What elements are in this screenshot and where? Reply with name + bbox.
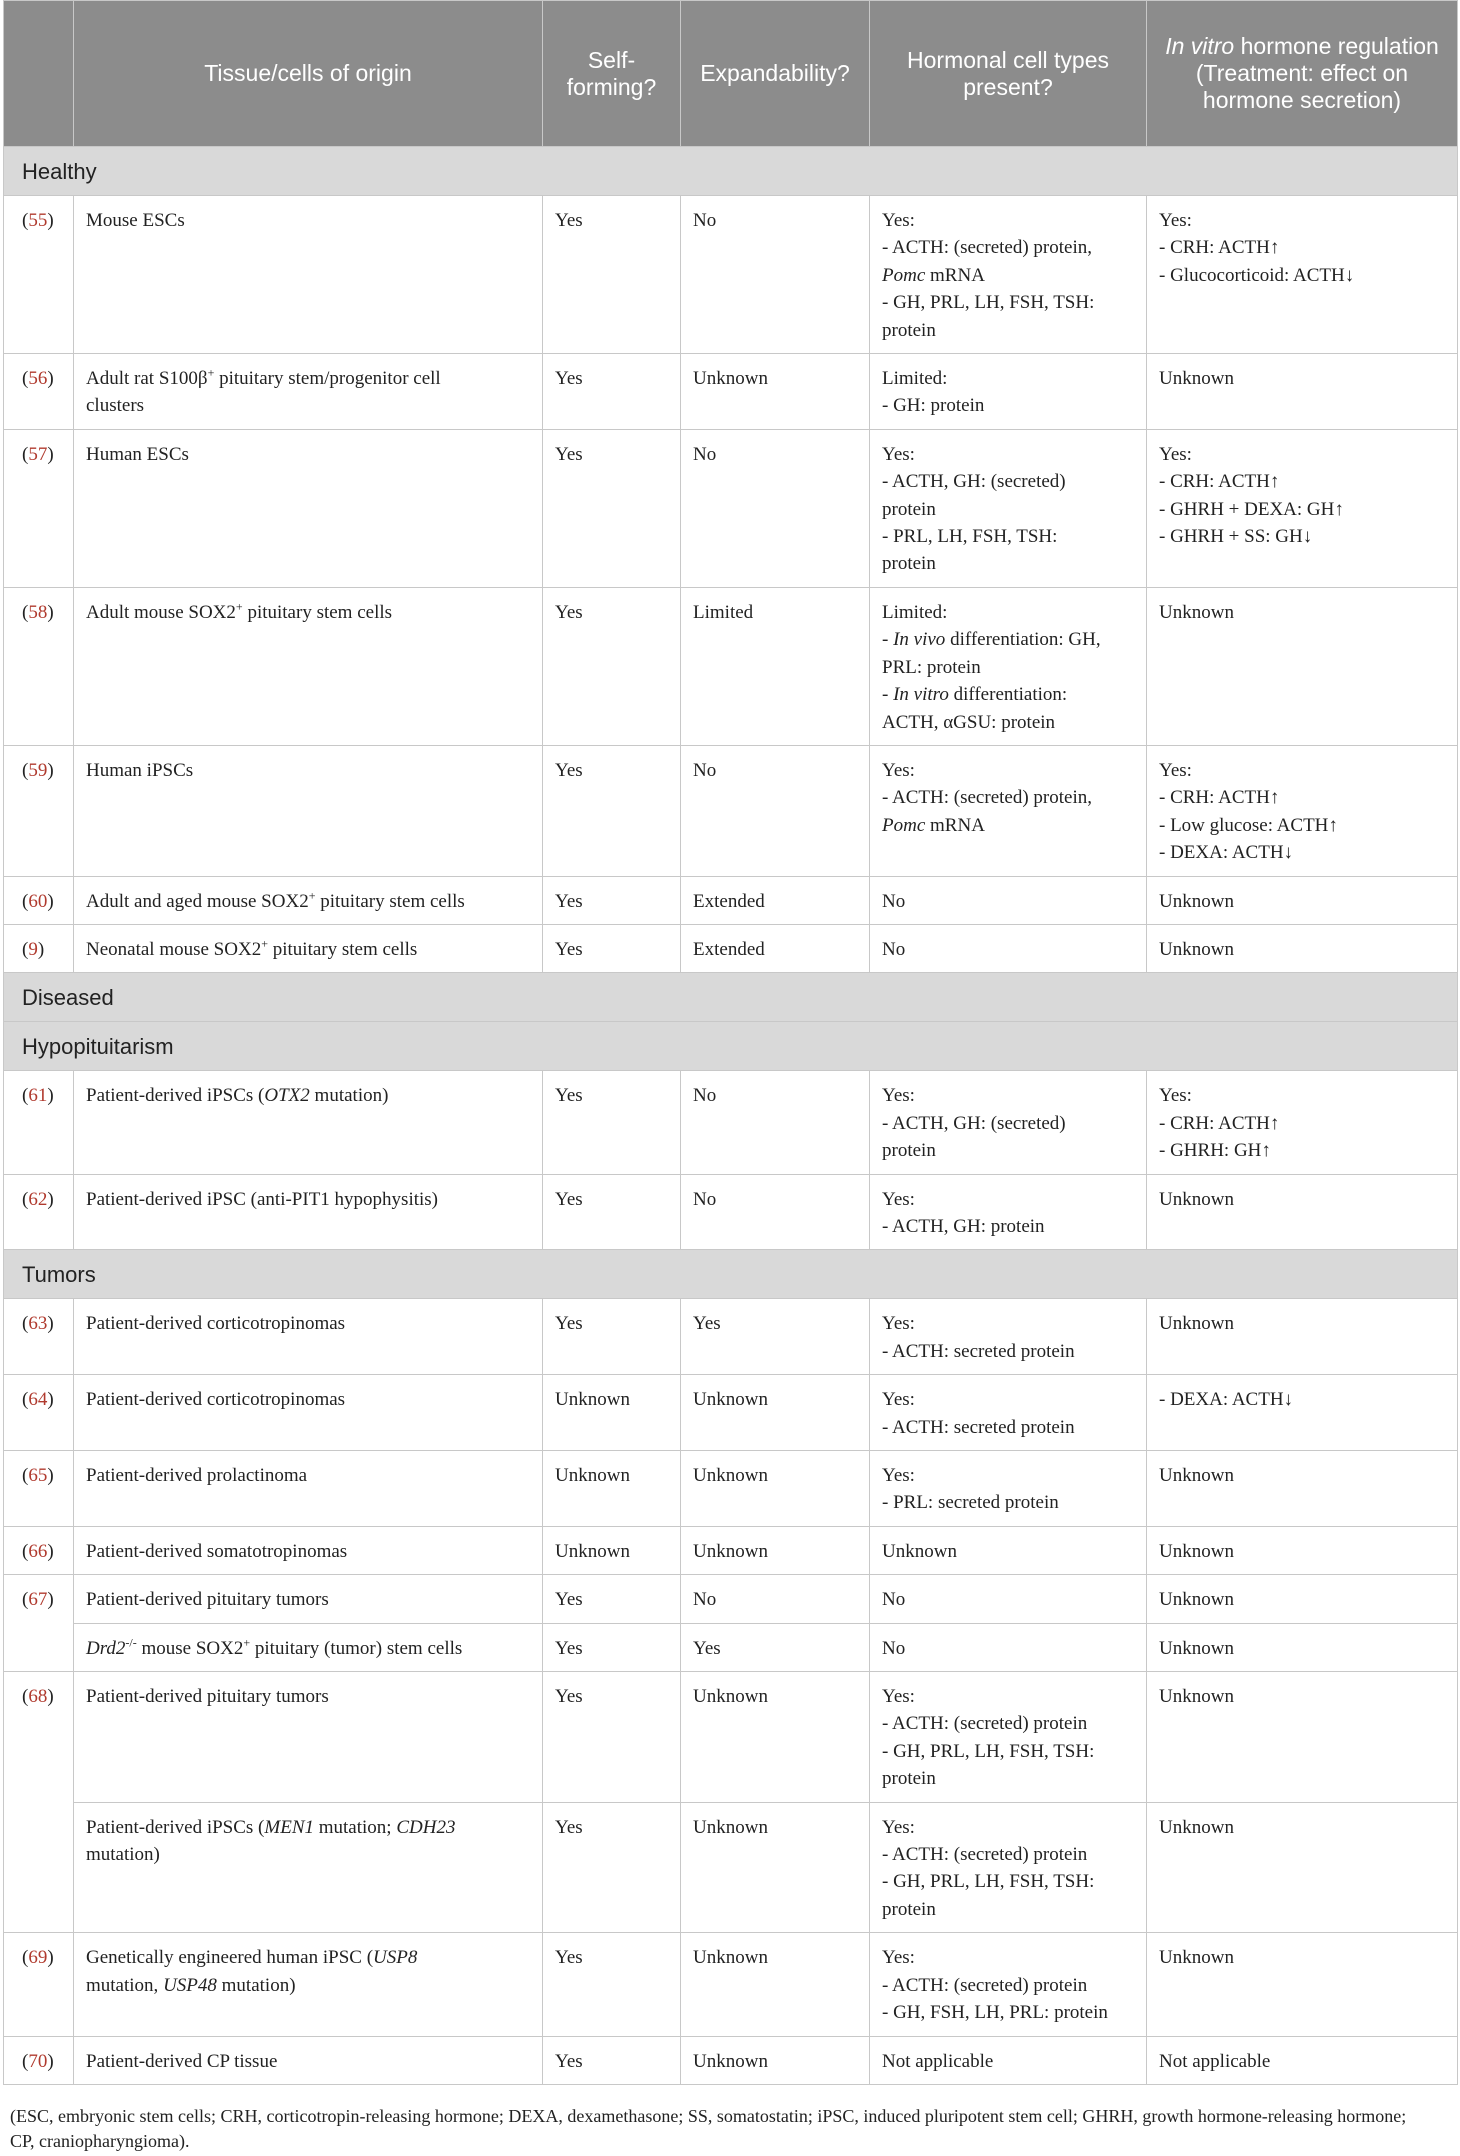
hormonal-line: Yes: <box>882 1085 915 1107</box>
reference-cell: (60) <box>4 876 74 924</box>
regulation-cell: Not applicable <box>1147 2036 1458 2084</box>
table-row <box>4 1802 1458 1933</box>
origin-text: Adult mouse SOX2 <box>86 601 236 623</box>
expandability-cell: Unknown <box>681 1802 870 1933</box>
self-forming-cell: Yes <box>543 745 681 876</box>
regulation-line: - CRH: ACTH↑ <box>1159 471 1280 493</box>
self-forming-cell: Yes <box>543 587 681 745</box>
reference-link[interactable]: 56 <box>28 368 48 390</box>
regulation-cell: Unknown <box>1147 1623 1458 1671</box>
expandability-cell: Extended <box>681 924 870 972</box>
expandability-cell: Yes <box>681 1299 870 1375</box>
self-forming-cell: Yes <box>543 1575 681 1623</box>
origin-text: mouse SOX2 <box>136 1637 244 1659</box>
reference-link[interactable]: 59 <box>28 759 48 781</box>
regulation-cell: Unknown <box>1147 1174 1458 1250</box>
gene-name: MEN1 <box>264 1816 314 1838</box>
expandability-cell: No <box>681 196 870 354</box>
hormonal-cell: Not applicable <box>870 2036 1147 2084</box>
regulation-line: - GHRH: GH↑ <box>1159 1140 1271 1162</box>
origin-cell: Patient-derived corticotropinomas <box>74 1299 543 1375</box>
hormonal-line: - ACTH: (secreted) protein <box>882 1713 1088 1735</box>
origin-text: Patient-derived iPSCs ( <box>86 1816 265 1838</box>
section-row-tumors <box>4 1250 1458 1299</box>
regulation-line: Yes: <box>1159 1085 1192 1107</box>
origin-text: mutation) <box>216 1974 296 1996</box>
reference-cell: (61) <box>4 1071 74 1174</box>
reference-cell: (59) <box>4 745 74 876</box>
origin-text: mutation) <box>309 1085 389 1107</box>
section-label-healthy: Healthy <box>4 147 1458 196</box>
hormonal-line: - GH, PRL, LH, FSH, TSH: <box>882 1740 1095 1762</box>
hormonal-cell: No <box>870 924 1147 972</box>
self-forming-cell: Yes <box>543 876 681 924</box>
expandability-cell: No <box>681 1071 870 1174</box>
reference-cell: (68) <box>4 1672 74 1933</box>
origin-text: pituitary stem cells <box>315 890 465 912</box>
expandability-cell: Limited <box>681 587 870 745</box>
regulation-cell: Unknown <box>1147 587 1458 745</box>
origin-text: pituitary stem cells <box>267 938 418 960</box>
hormonal-line: Yes: <box>882 210 915 231</box>
self-forming-cell: Yes <box>543 1672 681 1803</box>
gene-name: USP8 <box>373 1947 418 1969</box>
hormonal-line: protein <box>882 1140 936 1162</box>
expandability-cell: No <box>681 1174 870 1250</box>
reference-cell: (69) <box>4 1933 74 2036</box>
hormonal-line: - GH, PRL, LH, FSH, TSH: <box>882 292 1095 314</box>
regulation-line: - CRH: ACTH↑ <box>1159 1112 1280 1134</box>
table-row <box>4 745 1458 876</box>
footnote-line: CP, craniopharyngioma). <box>10 2131 190 2151</box>
header-hormonal-cell-types: Hormonal cell types present? <box>870 1 1147 147</box>
italic-term: In vitro <box>893 684 949 706</box>
table-row <box>4 1071 1458 1174</box>
expandability-cell: Unknown <box>681 1375 870 1451</box>
expandability-cell: Unknown <box>681 2036 870 2084</box>
hormonal-line: Yes: <box>882 1389 915 1411</box>
expandability-cell: Extended <box>681 876 870 924</box>
hormonal-line: - In vitro differentiation: <box>882 684 1068 706</box>
expandability-cell: Yes <box>681 1623 870 1671</box>
table-row <box>4 1174 1458 1250</box>
regulation-line: - DEXA: ACTH↓ <box>1159 842 1294 864</box>
origin-cell: Patient-derived prolactinoma <box>74 1451 543 1527</box>
hormonal-line: - ACTH: secreted protein <box>882 1416 1075 1438</box>
regulation-cell: Unknown <box>1147 1672 1458 1803</box>
hormonal-line: Yes: <box>882 1313 915 1335</box>
superscript: + <box>243 1635 251 1650</box>
hormonal-line: - GH: protein <box>882 395 985 417</box>
hormonal-line: protein <box>882 319 936 341</box>
hormonal-line: protein <box>882 1768 936 1790</box>
reference-cell: (66) <box>4 1526 74 1574</box>
superscript: -/- <box>125 1635 137 1650</box>
origin-cell: Patient-derived pituitary tumors <box>74 1575 543 1623</box>
hormonal-cell <box>870 587 1147 745</box>
self-forming-cell: Yes <box>543 1802 681 1933</box>
expandability-cell: Unknown <box>681 354 870 430</box>
hormonal-line: - ACTH, GH: (secreted) <box>882 1112 1066 1134</box>
hormonal-cell <box>870 354 1147 430</box>
hormonal-line: - In vivo differentiation: GH, <box>882 629 1101 651</box>
section-label-hypopituitarism: Hypopituitarism <box>4 1022 1458 1071</box>
origin-cell <box>74 1623 543 1671</box>
origin-text: pituitary (tumor) stem cells <box>250 1637 463 1659</box>
regulation-cell: Unknown <box>1147 1802 1458 1933</box>
origin-cell <box>74 354 543 430</box>
header-treatment-note: (Treatment: effect on hormone secretion) <box>1195 60 1409 113</box>
hormonal-cell: Unknown <box>870 1526 1147 1574</box>
reference-link[interactable]: 62 <box>28 1188 48 1210</box>
origin-text: Patient-derived iPSCs ( <box>86 1085 265 1107</box>
origin-cell <box>74 876 543 924</box>
expandability-cell: Unknown <box>681 1672 870 1803</box>
header-row <box>4 1 1458 147</box>
hormonal-cell <box>870 429 1147 587</box>
table-row <box>4 196 1458 354</box>
hormonal-line: Yes: <box>882 443 915 465</box>
reference-cell: (55) <box>4 196 74 354</box>
table-row <box>4 1375 1458 1451</box>
hormonal-line: - ACTH: (secreted) protein, <box>882 237 1092 259</box>
regulation-line: - GHRH + DEXA: GH↑ <box>1159 498 1344 520</box>
superscript: + <box>235 599 243 614</box>
hormonal-line: ACTH, αGSU: protein <box>882 711 1056 733</box>
hormonal-cell <box>870 196 1147 354</box>
regulation-cell <box>1147 1071 1458 1174</box>
regulation-line: Yes: <box>1159 210 1192 231</box>
regulation-line: - CRH: ACTH↑ <box>1159 787 1280 809</box>
origin-cell: Patient-derived CP tissue <box>74 2036 543 2084</box>
hormonal-cell <box>870 1299 1147 1375</box>
regulation-cell: - DEXA: ACTH↓ <box>1147 1375 1458 1451</box>
hormonal-text: differentiation: <box>948 684 1068 706</box>
reference-cell: (67) <box>4 1575 74 1672</box>
reference-link[interactable]: 57 <box>28 443 48 465</box>
hormonal-cell <box>870 745 1147 876</box>
hormonal-line: Yes: <box>882 759 915 781</box>
hormonal-line: - ACTH, GH: (secreted) <box>882 471 1066 493</box>
self-forming-cell: Unknown <box>543 1375 681 1451</box>
hormonal-cell <box>870 1451 1147 1527</box>
table-row <box>4 587 1458 745</box>
header-tissue-origin: Tissue/cells of origin <box>74 1 543 147</box>
table-row <box>4 429 1458 587</box>
expandability-cell: Unknown <box>681 1933 870 2036</box>
regulation-cell: Unknown <box>1147 1575 1458 1623</box>
hormonal-line: Yes: <box>882 1816 915 1838</box>
superscript: + <box>207 365 215 380</box>
gene-name: OTX2 <box>264 1085 310 1107</box>
hormonal-line: Yes: <box>882 1686 915 1708</box>
superscript: + <box>261 936 268 951</box>
self-forming-cell: Yes <box>543 924 681 972</box>
table-row <box>4 1575 1458 1623</box>
origin-text: clusters <box>86 395 145 417</box>
self-forming-cell: Yes <box>543 1071 681 1174</box>
expandability-cell: No <box>681 1575 870 1623</box>
table-row <box>4 1623 1458 1671</box>
regulation-line: - Low glucose: ACTH↑ <box>1159 814 1338 836</box>
section-row-diseased <box>4 973 1458 1022</box>
table-row <box>4 2036 1458 2084</box>
reference-cell: (9) <box>4 924 74 972</box>
expandability-cell: No <box>681 745 870 876</box>
hormonal-line: - GH, FSH, LH, PRL: protein <box>882 2002 1108 2024</box>
origin-text: pituitary stem/progenitor cell <box>214 368 441 390</box>
regulation-cell: Unknown <box>1147 1299 1458 1375</box>
regulation-cell: Unknown <box>1147 924 1458 972</box>
origin-cell <box>74 587 543 745</box>
reference-link[interactable]: 70 <box>28 2050 48 2072</box>
table-row <box>4 1672 1458 1803</box>
table-row <box>4 924 1458 972</box>
reference-link[interactable]: 69 <box>28 1947 48 1969</box>
regulation-line: Yes: <box>1159 759 1192 781</box>
origin-text: Adult and aged mouse SOX2 <box>86 890 309 912</box>
header-self-forming: Self-forming? <box>543 1 681 147</box>
reference-link[interactable]: 67 <box>28 1589 48 1611</box>
header-expandability: Expandability? <box>681 1 870 147</box>
gene-name: Pomc <box>882 814 926 836</box>
self-forming-cell: Yes <box>543 1174 681 1250</box>
table-row <box>4 1451 1458 1527</box>
regulation-cell <box>1147 745 1458 876</box>
hormonal-line: Limited: <box>882 601 948 623</box>
origin-cell: Mouse ESCs <box>74 196 543 354</box>
regulation-cell: Unknown <box>1147 1933 1458 2036</box>
self-forming-cell: Yes <box>543 196 681 354</box>
hormonal-line: - ACTH: (secreted) protein, <box>882 787 1092 809</box>
hormonal-cell <box>870 1174 1147 1250</box>
reference-link[interactable]: 60 <box>28 890 48 912</box>
italic-term: In vivo <box>893 629 946 651</box>
reference-link[interactable]: 65 <box>28 1465 48 1486</box>
expandability-cell: Unknown <box>681 1526 870 1574</box>
hormonal-line: Limited: <box>882 368 948 390</box>
self-forming-cell: Yes <box>543 429 681 587</box>
gene-name: USP48 <box>163 1974 217 1996</box>
origin-text: pituitary stem cells <box>242 601 393 623</box>
header-ref <box>4 1 74 147</box>
regulation-cell <box>1147 196 1458 354</box>
hormonal-line: protein <box>882 1898 936 1920</box>
origin-cell: Human iPSCs <box>74 745 543 876</box>
reference-link[interactable]: 58 <box>28 601 48 623</box>
self-forming-cell: Yes <box>543 354 681 430</box>
table-row <box>4 1933 1458 2036</box>
hormonal-line: protein <box>882 553 936 575</box>
self-forming-cell: Yes <box>543 1299 681 1375</box>
regulation-line: - CRH: ACTH↑ <box>1159 237 1280 259</box>
origin-cell: Patient-derived corticotropinomas <box>74 1375 543 1451</box>
hormonal-cell <box>870 1802 1147 1933</box>
reference-cell: (62) <box>4 1174 74 1250</box>
origin-cell <box>74 1933 543 2036</box>
regulation-cell: Unknown <box>1147 1526 1458 1574</box>
origin-text: mutation; <box>314 1816 397 1838</box>
origin-text: Neonatal mouse SOX2 <box>86 938 262 960</box>
table-footnote <box>10 2104 1456 2154</box>
hormonal-cell: No <box>870 1623 1147 1671</box>
regulation-line: Yes: <box>1159 443 1192 465</box>
header-hormone-regulation <box>1147 1 1458 147</box>
hormonal-text: differentiation: GH, <box>945 629 1101 651</box>
origin-cell: Patient-derived iPSC (anti-PIT1 hypophysitis) <box>74 1174 543 1250</box>
self-forming-cell: Yes <box>543 2036 681 2084</box>
origin-cell: Patient-derived somatotropinomas <box>74 1526 543 1574</box>
section-label-diseased: Diseased <box>4 973 1458 1022</box>
hormonal-line: - PRL, LH, FSH, TSH: <box>882 526 1058 548</box>
reference-link[interactable]: 61 <box>28 1085 48 1107</box>
hormonal-line: protein <box>882 498 936 520</box>
reference-cell: (64) <box>4 1375 74 1451</box>
self-forming-cell: Yes <box>543 1623 681 1671</box>
reference-link[interactable]: 55 <box>28 210 48 231</box>
footnote-line: (ESC, embryonic stem cells; CRH, corticotropin-releasing hormone; DEXA, dexamethasone; SS, somatostatin; iPSC, induced pluripotent stem cell; GHRH, growth hormone-releasing hormone; <box>10 2106 1407 2126</box>
reference-cell: (63) <box>4 1299 74 1375</box>
header-hormone-regulation-text: hormone regulation <box>1234 33 1439 59</box>
regulation-cell: Unknown <box>1147 876 1458 924</box>
origin-cell: Human ESCs <box>74 429 543 587</box>
reference-cell: (56) <box>4 354 74 430</box>
hormonal-line: Yes: <box>882 1947 915 1969</box>
hormonal-line: - ACTH: secreted protein <box>882 1340 1075 1362</box>
reference-link[interactable]: 64 <box>28 1389 48 1411</box>
regulation-cell: Unknown <box>1147 354 1458 430</box>
origin-text: Genetically engineered human iPSC ( <box>86 1947 374 1969</box>
origin-text: mutation, <box>86 1974 164 1996</box>
reference-cell: (58) <box>4 587 74 745</box>
origin-cell: Patient-derived pituitary tumors <box>74 1672 543 1803</box>
reference-cell: (65) <box>4 1451 74 1527</box>
hormonal-cell: No <box>870 876 1147 924</box>
hormonal-line: - PRL: secreted protein <box>882 1492 1059 1514</box>
hormonal-line: - ACTH: (secreted) protein <box>882 1974 1088 1996</box>
table-row <box>4 354 1458 430</box>
hormonal-line: - ACTH: (secreted) protein <box>882 1844 1088 1866</box>
expandability-cell: Unknown <box>681 1451 870 1527</box>
hormonal-line: Pomc mRNA <box>882 264 985 286</box>
table-row <box>4 876 1458 924</box>
hormonal-line: - GH, PRL, LH, FSH, TSH: <box>882 1871 1095 1893</box>
data-table <box>3 0 1458 2085</box>
reference-cell: (70) <box>4 2036 74 2084</box>
regulation-line: - GHRH + SS: GH↓ <box>1159 526 1313 548</box>
section-row-hypopituitarism <box>4 1022 1458 1071</box>
hormonal-cell <box>870 1071 1147 1174</box>
hormonal-line: Yes: <box>882 1188 915 1210</box>
origin-cell <box>74 1071 543 1174</box>
regulation-cell <box>1147 429 1458 587</box>
hormonal-cell <box>870 1375 1147 1451</box>
superscript: + <box>308 888 316 903</box>
self-forming-cell: Unknown <box>543 1526 681 1574</box>
origin-text: mutation) <box>86 1844 160 1866</box>
origin-cell <box>74 924 543 972</box>
reference-link[interactable]: 68 <box>28 1686 48 1708</box>
origin-text: Adult rat S100β <box>86 368 208 390</box>
expandability-cell: No <box>681 429 870 587</box>
origin-cell <box>74 1802 543 1933</box>
table-row <box>4 1526 1458 1574</box>
self-forming-cell: Yes <box>543 1933 681 2036</box>
reference-link[interactable]: 63 <box>28 1313 48 1335</box>
regulation-cell: Unknown <box>1147 1451 1458 1527</box>
hormonal-cell <box>870 1933 1147 2036</box>
reference-link[interactable]: 66 <box>28 1540 48 1562</box>
section-label-tumors: Tumors <box>4 1250 1458 1299</box>
hormonal-cell: No <box>870 1575 1147 1623</box>
gene-name: Pomc <box>882 264 926 286</box>
gene-name: Drd2 <box>86 1637 126 1659</box>
section-row-healthy <box>4 147 1458 196</box>
reference-cell: (57) <box>4 429 74 587</box>
self-forming-cell: Unknown <box>543 1451 681 1527</box>
hormonal-line: PRL: protein <box>882 656 981 678</box>
reference-link[interactable]: 9 <box>28 938 38 960</box>
regulation-line: - Glucocorticoid: ACTH↓ <box>1159 264 1355 286</box>
table-row <box>4 1299 1458 1375</box>
gene-name: CDH23 <box>396 1816 456 1838</box>
hormonal-cell <box>870 1672 1147 1803</box>
hormonal-line: Yes: <box>882 1465 915 1486</box>
header-in-vitro: In vitro <box>1165 33 1235 59</box>
hormonal-line: Pomc mRNA <box>882 814 985 836</box>
hormonal-line: - ACTH, GH: protein <box>882 1215 1045 1237</box>
